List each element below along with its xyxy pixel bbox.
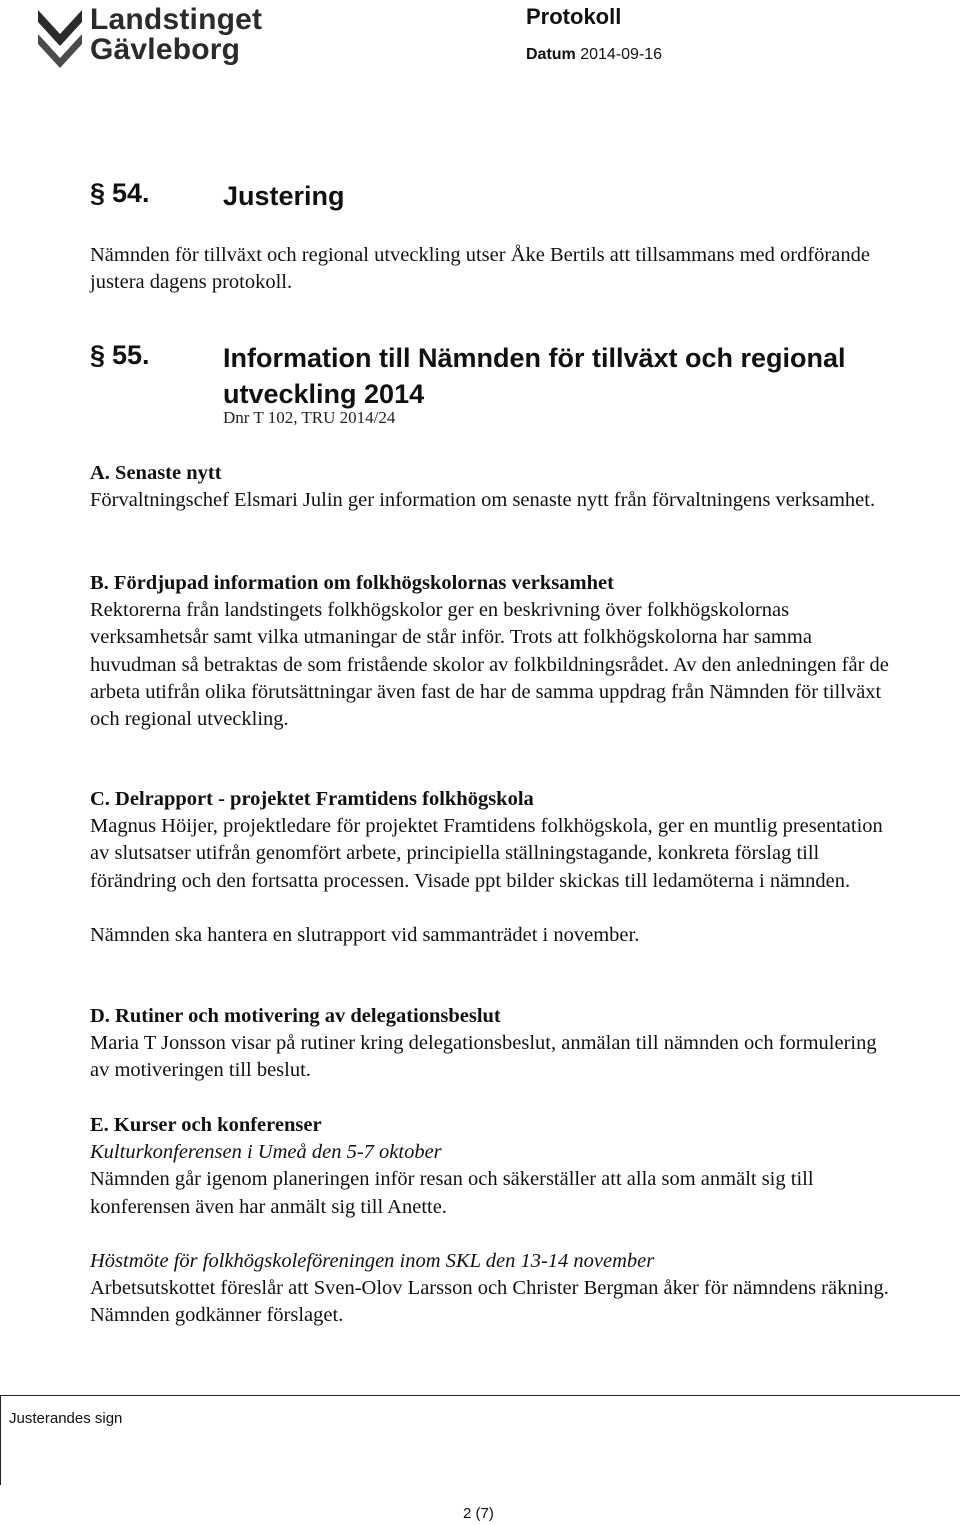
item-b-heading: B. Fördjupad information om folkhögskolornas verksamhet [90,572,614,594]
item-b-text: Rektorerna från landstingets folkhögskolor ger en beskrivning över folkhögskolornas verksamhetsår samt vilka utmaningar de står inför. Trots att folkhögskolorna har samma huvudman så betraktas de som fristående skolor av folkbildningsrådet. Av den anledningen får de arbeta utifrån olika förutsättningar även fast de har de samma uppdrag från Nämnden för tillväxt och regional utveckling. [90,599,889,731]
item-e-heading: E. Kurser och konferenser [90,1114,322,1136]
date-label: Datum [526,46,576,63]
item-a-text: Förvaltningschef Elsmari Julin ger information om senaste nytt från förvaltningens verksamhet. [90,489,876,512]
reference-number: Dnr T 102, TRU 2014/24 [223,408,396,427]
item-e [90,1112,890,1329]
item-d-text: Maria T Jonsson visar på rutiner kring delegationsbeslut, anmälan till nämnden och formulering av motiveringen till beslut. [90,1032,877,1082]
item-e-subheading-2: Höstmöte för folkhögskoleföreningen inom SKL den 13-14 november [90,1249,655,1272]
section-title: Justering [223,181,345,211]
section-number: 54. [112,178,150,208]
section-54-body: Nämnden för tillväxt och regional utveckling utser Åke Bertils att tillsammans med ordförande justera dagens protokoll. [90,244,870,294]
item-c-text2: Nämnden ska hantera en slutrapport vid sammanträdet i november. [90,923,640,946]
item-d-heading: D. Rutiner och motivering av delegationsbeslut [90,1005,501,1027]
item-e-text-2: Arbetsutskottet föreslår att Sven-Olov Larsson och Christer Bergman åker för nämndens räkning. Nämnden godkänner förslaget. [90,1277,889,1327]
document-date [526,46,662,64]
logo [34,2,263,72]
section-number: 55. [112,340,150,370]
paragraph-symbol: § [90,178,106,208]
footer-divider [0,1395,960,1396]
signature-label: Justerandes sign [9,1410,123,1427]
logo-mark-icon [34,4,86,68]
logo-text-line2: Gävleborg [90,33,241,66]
document-type: Protokoll [526,4,622,29]
item-a [90,460,890,514]
logo-text-line1: Landstinget [90,3,263,36]
section-title-line2: utveckling 2014 [223,379,425,409]
item-c-heading: C. Delrapport - projektet Framtidens folkhögskola [90,788,534,810]
paragraph-symbol: § [90,340,106,370]
page-number: 2 (7) [463,1505,494,1522]
item-c [90,786,890,949]
footer-sign-box-edge [0,1395,1,1485]
item-c-text: Magnus Höijer, projektledare för projektet Framtidens folkhögskola, ger en muntlig presentation av slutsatser utifrån genomfört arbete, principiella ställningstagande, konkreta förslag till förändring och den fortsatta processen. Visade ppt bilder skickas till ledamöterna i nämnden. [90,815,883,892]
item-d [90,1003,890,1085]
item-e-subheading-1: Kulturkonferensen i Umeå den 5-7 oktober [90,1141,442,1164]
item-b [90,570,890,733]
item-a-heading: A. Senaste nytt [90,462,222,484]
section-title-line1: Information till Nämnden för tillväxt och regional [223,343,846,373]
date-value: 2014-09-16 [580,46,663,63]
item-e-text-1: Nämnden går igenom planeringen inför resan och säkerställer att alla som anmält sig till konferensen även har anmält sig till Anette. [90,1168,814,1218]
